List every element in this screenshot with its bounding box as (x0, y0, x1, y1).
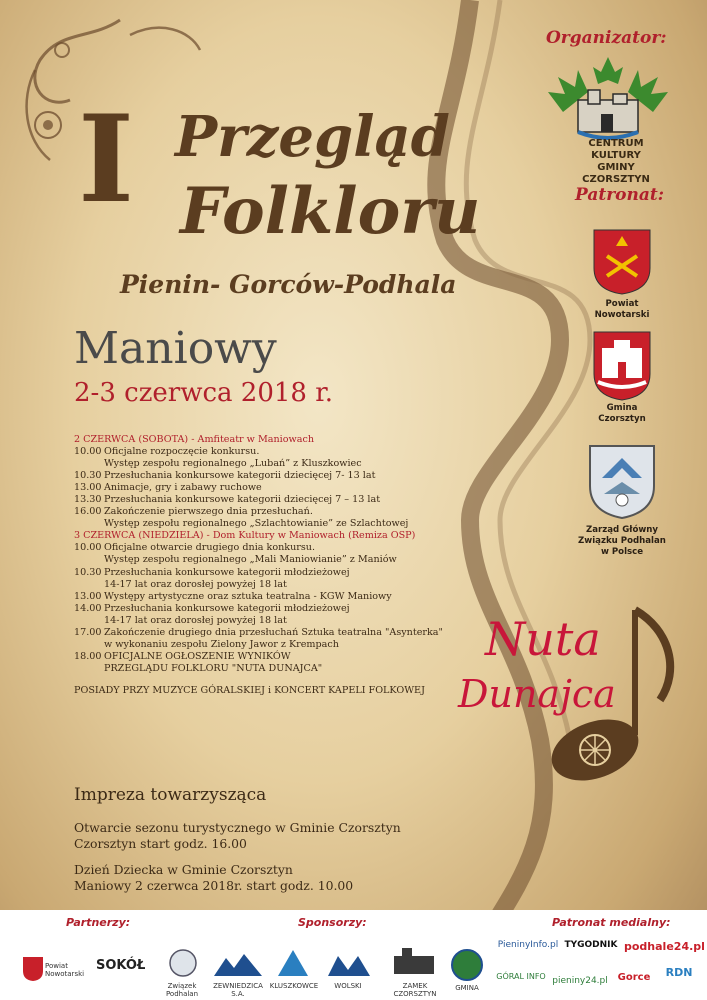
schedule-item: 17.00 Zakończenie drugiego dnia przesłuchań Sztuka teatralna "Asynterka" (74, 626, 443, 638)
sponsor-logo: ZAMEK CZORSZTYN (393, 982, 437, 998)
sponsor-logo: WOLSKI (334, 982, 362, 990)
media-logo: podhale24.pl (624, 940, 705, 953)
accompanying-event-detail: Czorsztyn start godz. 16.00 (74, 836, 247, 851)
title-line-2: Folkloru (180, 174, 481, 249)
schedule-item: 16.00 Zakończenie pierwszego dnia przesłuchań. (74, 506, 313, 518)
partner-logo: Powiat Nowotarski (45, 962, 85, 978)
patronage-label: Patronat: (575, 185, 664, 205)
festival-logo-line-1: Nuta (485, 612, 601, 666)
sponsor-logo: GMINA (455, 984, 479, 992)
closing-note: POSIADY PRZY MUZYCE GÓRALSKIEJ i KONCERT KAPELI FOLKOWEJ (74, 684, 425, 696)
zwiazek-podhalan-crest-icon (580, 438, 664, 520)
patron-label: Powiat Nowotarski (594, 299, 650, 320)
accompanying-event: Dzień Dziecka w Gminie Czorsztyn (74, 862, 293, 877)
sponsor-logo-icon (326, 950, 372, 978)
sponsor-logo: ZEWNIEDZICA S.A. (213, 982, 263, 998)
media-logo: GÓRAL INFO (496, 972, 546, 981)
media-logo: Gorce (617, 972, 651, 983)
media-logo: RDN (665, 966, 693, 979)
edition-numeral: I (78, 89, 135, 230)
day2-header: 3 CZERWCA (NIEDZIELA) - Dom Kultury w Maniowach (Remiza OSP) (74, 530, 416, 542)
sponsor-logo-icon (390, 946, 438, 978)
organizer-label: Organizator: (546, 28, 667, 48)
sponsor-logo-icon (212, 950, 264, 978)
festival-logo-line-2: Dunajca (458, 672, 616, 716)
accompanying-event-detail: Maniowy 2 czerwca 2018r. start godz. 10.00 (74, 878, 354, 893)
patron-label: Zarząd Główny Związku Podhalan w Polsce (578, 525, 666, 557)
organizer-logo (543, 52, 673, 142)
media-patronage-label: Patronat medialny: (552, 916, 671, 929)
gmina-crest-icon (592, 330, 652, 402)
partner-logo: SOKÓŁ (96, 958, 146, 973)
schedule-item: 14.00 Przesłuchania konkursowe kategorii młodzieżowej (74, 602, 350, 614)
music-note-icon (540, 600, 690, 790)
schedule-item: 10.00 Oficjalne otwarcie drugiego dnia konkursu. (74, 542, 316, 554)
sponsor-logo-icon (168, 948, 198, 980)
sponsor-logo: KLUSZKOWCE (269, 982, 319, 990)
title-line-1: Przegląd (175, 104, 450, 170)
partners-label: Partnerzy: (66, 916, 131, 929)
schedule-item: 10.30 Przesłuchania konkursowe kategorii młodzieżowej (74, 566, 350, 578)
media-logo: TYGODNIK (564, 940, 618, 950)
schedule-item: 10.00 Oficjalne rozpoczęcie konkursu. (74, 446, 260, 458)
schedule: 2 CZERWCA (SOBOTA) - Amfiteatr w Maniowach 10.00 Oficjalne rozpoczęcie konkursu. Występ zespołu regionalnego „Lubań” z Kluszkowiec 10.30 Przesłuchania konkursowe kategorii dziecięcej 7- 13 lat 13.00 Animacje, gry i zabawy ruchowe 13.30 Przesłuchania konkursowe kategorii dziecięcej 7 – 13 lat 16.00 Zakończenie pierwszego dnia przesłuchań. Występ zespołu regionalnego „Szlachtowianie” ze Szlachtowej 3 CZERWCA (NIEDZIELA) - Dom Kultury w Maniowach (Remiza OSP) 10.00 Oficjalne otwarcie drugiego dnia konkursu. Występ zespołu regionalnego „Mali Maniowianie” z Maniów 10.30 Przesłuchania konkursowe kategorii młodzieżowej 14-17 lat oraz dorosłej powyżej 18 lat 13.00 Występy artystyczne oraz sztuka teatralna - KGW Maniowy 14.00 Przesłuchania konkursowe kategorii młodzieżowej 14-17 lat oraz dorosłej powyżej 18 lat 17.00 Zakończenie drugiego dnia przesłuchań Sztuka teatralna "Asynterka" w wykonaniu zespołu Zielony Jawor z Krempach 18.00 OFICJALNE OGŁOSZENIE WYNIKÓW PRZEGLĄDU FOLKLORU "NUTA DUNAJCA" POSIADY PRZY MUZYCE GÓRALSKIEJ i KONCERT KAPELI FOLKOWEJ (74, 434, 504, 697)
sponsor-logo: Związek Podhalan (165, 982, 199, 998)
schedule-item: 18.00 OFICJALNE OGŁOSZENIE WYNIKÓW (74, 650, 291, 662)
sponsors-label: Sponsorzy: (298, 916, 367, 929)
sponsor-logo-icon (450, 948, 484, 982)
schedule-item: 10.30 Przesłuchania konkursowe kategorii dziecięcej 7- 13 lat (74, 470, 376, 482)
sponsors-strip (0, 910, 707, 1000)
media-logo: PieninyInfo.pl (497, 940, 559, 950)
powiat-logo-icon (22, 956, 44, 982)
day1-header: 2 CZERWCA (SOBOTA) - Amfiteatr w Maniowach (74, 434, 314, 445)
accompanying-heading: Impreza towarzysząca (74, 785, 267, 805)
subtitle: Pienin- Gorców-Podhala (120, 270, 457, 299)
patron-label: Gmina Czorsztyn (598, 403, 646, 424)
event-dates: 2-3 czerwca 2018 r. (74, 378, 334, 408)
media-logo: pieniny24.pl (552, 976, 608, 986)
organizer-name: CENTRUM KULTURY GMINY CZORSZTYN (582, 138, 650, 185)
location: Maniowy (74, 323, 277, 374)
sponsor-logo-icon (276, 948, 310, 978)
accompanying-event: Otwarcie sezonu turystycznego w Gminie Czorsztyn (74, 820, 401, 835)
schedule-item: 13.00 Animacje, gry i zabawy ruchowe (74, 482, 262, 494)
schedule-item: 13.00 Występy artystyczne oraz sztuka teatralna - KGW Maniowy (74, 590, 392, 602)
powiat-crest-icon (592, 228, 652, 296)
schedule-item: 13.30 Przesłuchania konkursowe kategorii dziecięcej 7 – 13 lat (74, 494, 381, 506)
